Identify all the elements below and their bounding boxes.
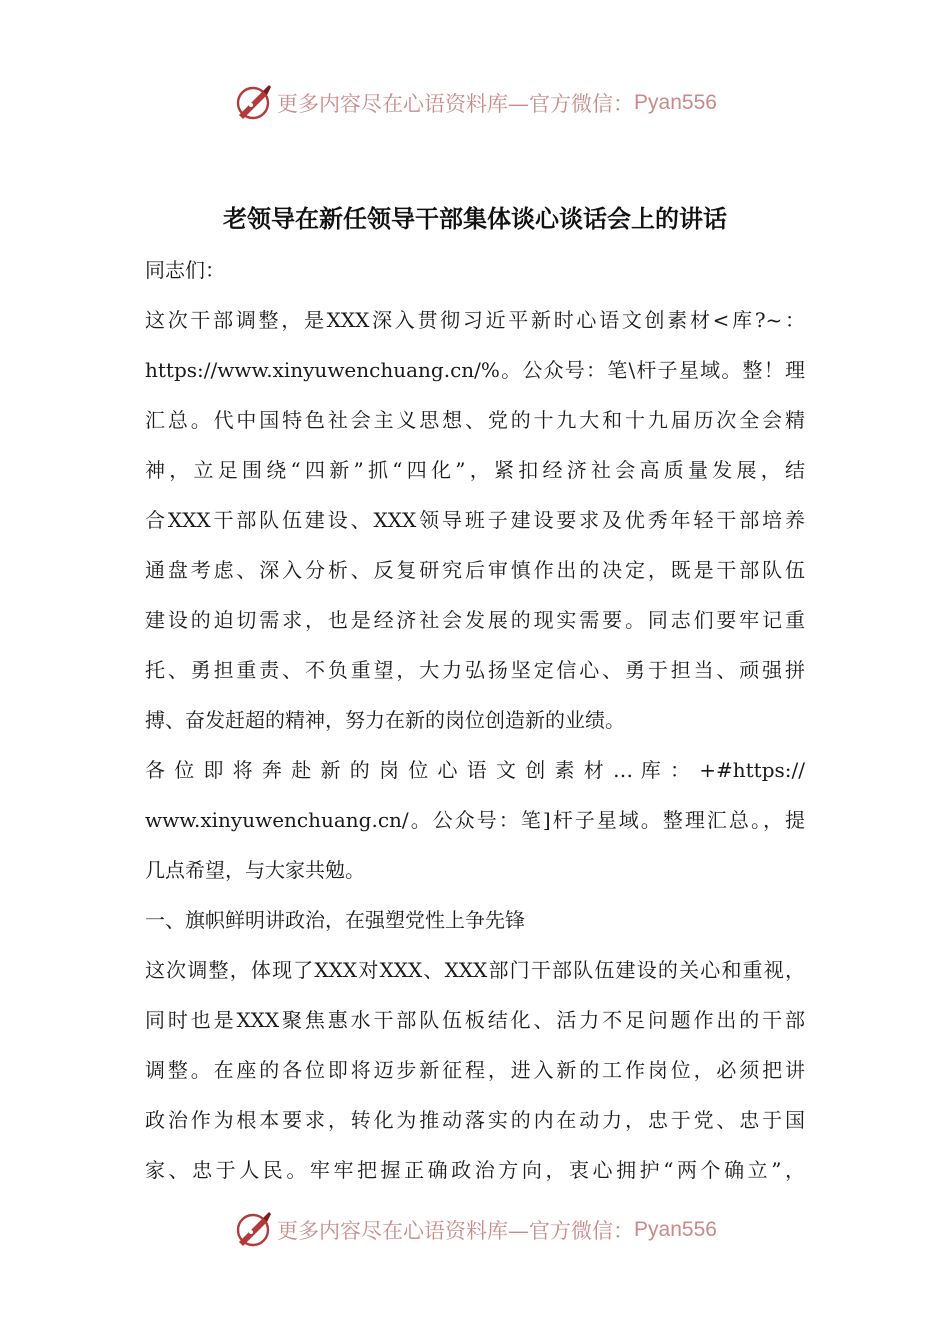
body-line: 搏、奋发赶超的精神，努力在新的岗位创造新的业绩。: [145, 708, 625, 732]
document-title: 老领导在新任领导干部集体谈心谈话会上的讲话: [223, 205, 727, 233]
body-line: www.xinyuwenchuang.cn/。公众号：笔]杆子星域。整理汇总。，提: [145, 808, 805, 832]
watermark-text: 更多内容尽在心语资料库—官方微信：: [277, 92, 635, 116]
watermark-banner-top: [0, 78, 950, 128]
body-line: 同时也是XXX聚焦惠水干部队伍板结化、活力不足问题作出的干部: [145, 1008, 805, 1032]
body-line: 神，立足围绕“四新”抓“四化”，紧扣经济社会高质量发展，结: [145, 458, 805, 482]
fountain-pen-logo-icon: [233, 83, 273, 123]
body-line: 托、勇担重责、不负重望，大力弘扬坚定信心、勇于担当、顽强拼: [145, 658, 805, 682]
body-line: 调整。在座的各位即将迈步新征程，进入新的工作岗位，必须把讲: [145, 1058, 805, 1082]
watermark-contact: Pyan556: [634, 91, 717, 114]
body-line: 建设的迫切需求，也是经济社会发展的现实需要。同志们要牢记重: [145, 608, 805, 632]
body-line: 政治作为根本要求，转化为推动落实的内在动力，忠于党、忠于国: [145, 1108, 805, 1132]
body-line: 家、忠于人民。牢牢把握正确政治方向，衷心拥护“两个确立”，: [145, 1158, 805, 1182]
watermark-text: 更多内容尽在心语资料库—官方微信：: [277, 1219, 635, 1243]
section-heading: 一、旗帜鲜明讲政治，在强塑党性上争先锋: [145, 908, 525, 932]
body-line: 汇总。代中国特色社会主义思想、党的十九大和十九届历次全会精: [145, 408, 805, 432]
body-line: 几点希望，与大家共勉。: [145, 858, 365, 882]
watermark-contact: Pyan556: [634, 1218, 717, 1241]
watermark-banner-bottom: [0, 1205, 950, 1255]
body-line: https://www.xinyuwenchuang.cn/%。公众号：笔\杆子星域。整！理: [145, 358, 805, 382]
body-line: 这次调整，体现了XXX对XXX、XXX部门干部队伍建设的关心和重视，: [145, 958, 805, 982]
body-line: 这次干部调整，是XXX深入贯彻习近平新时心语文创素材<库?~：: [145, 308, 805, 332]
document-body: [145, 245, 805, 1195]
body-line: 合XXX干部队伍建设、XXX领导班子建设要求及优秀年轻干部培养: [145, 508, 805, 532]
fountain-pen-logo-icon: [233, 1210, 273, 1250]
body-line: 各 位 即 将 奔 赴 新 的 岗 位 心 语 文 创 素 材 … 库 ： +#https://: [145, 758, 805, 782]
body-line: 通盘考虑、深入分析、反复研究后审慎作出的决定，既是干部队伍: [145, 558, 805, 582]
body-line: 同志们：: [145, 258, 225, 282]
